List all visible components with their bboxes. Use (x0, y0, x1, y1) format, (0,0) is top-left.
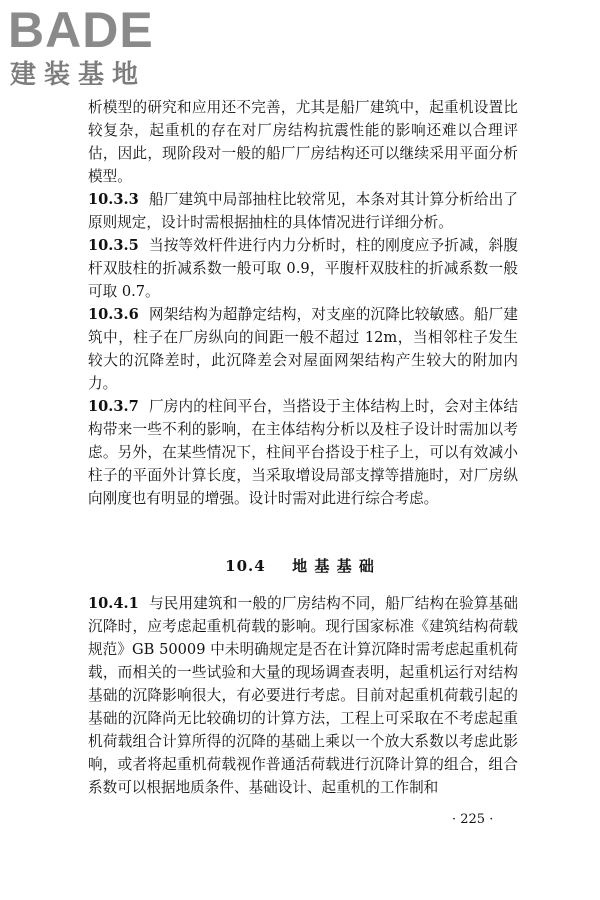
clause-number: 10.4.1 (88, 595, 139, 612)
section-heading (0, 555, 600, 576)
logo-subtitle: 建装基地 (10, 60, 147, 90)
clause-text: 船厂建筑中局部抽柱比较常见，本条对其计算分析给出了原则规定，设计时需根据抽柱的具体情况进行详细分析。 (88, 191, 518, 231)
clause-10-4-1 (88, 592, 518, 799)
logo-word: BADE (8, 2, 154, 58)
clause-text: 网架结构为超静定结构，对支座的沉降比较敏感。船厂建筑中，柱子在厂房纵向的间距一般不超过 12m，当相邻柱子发生较大的沉降差时，此沉降差会对屋面网架结构产生较大的附加内力。 (88, 306, 518, 392)
clause-number: 10.3.5 (88, 237, 139, 254)
bottom-text-block (88, 592, 518, 799)
clause-10-3-6 (88, 303, 518, 395)
clause-10-3-3 (88, 188, 518, 234)
clause-text: 与民用建筑和一般的厂房结构不同，船厂结构在验算基础沉降时，应考虑起重机荷载的影响。现行国家标准《建筑结构荷载规范》GB 50009 中未明确规定是否在计算沉降时需考虑起重机荷载，而相关的一些试验和大量的现场调查表明，起重机运行对结构基础的沉降影响很大，有必要进行考虑。目前对起重机荷载引起的基础的沉降尚无比较确切的计算方法，工程上可采取在不考虑起重机荷载组合计算所得的沉降的基础上乘以一个放大系数以考虑此影响，或者将起重机荷载视作普通活荷载进行沉降计算的组合，组合系数可以根据地质条件、基础设计、起重机的工作制和 (88, 595, 518, 796)
section-title: 地 基 基 础 (292, 557, 375, 575)
clause-text: 厂房内的柱间平台，当搭设于主体结构上时，会对主体结构带来一些不利的影响，在主体结构分析以及柱子设计时需加以考虑。另外，在某些情况下，柱间平台搭设于柱子上，可以有效减小柱子的平面外计算长度，当采取增设局部支撑等措施时，对厂房纵向刚度也有明显的增强。设计时需对此进行综合考虑。 (88, 398, 518, 507)
top-text-block (88, 96, 518, 510)
clause-number: 10.3.6 (88, 306, 139, 323)
section-number: 10.4 (225, 557, 266, 575)
clause-number: 10.3.7 (88, 398, 139, 415)
clause-text: 当按等效杆件进行内力分析时，柱的刚度应予折减，斜腹杆双肢柱的折减系数一般可取 0.9，平腹杆双肢柱的折减系数一般可取 0.7。 (88, 237, 518, 300)
page-number: · 225 · (452, 812, 494, 827)
bade-logo (8, 2, 183, 94)
clause-10-3-7 (88, 395, 518, 510)
clause-number: 10.3.3 (88, 191, 139, 208)
clause-10-3-5 (88, 234, 518, 303)
continuation-paragraph: 析模型的研究和应用还不完善，尤其是船厂建筑中，起重机设置比较复杂，起重机的存在对厂房结构抗震性能的影响还难以合理评估，因此，现阶段对一般的船厂厂房结构还可以继续采用平面分析模型。 (88, 99, 518, 185)
